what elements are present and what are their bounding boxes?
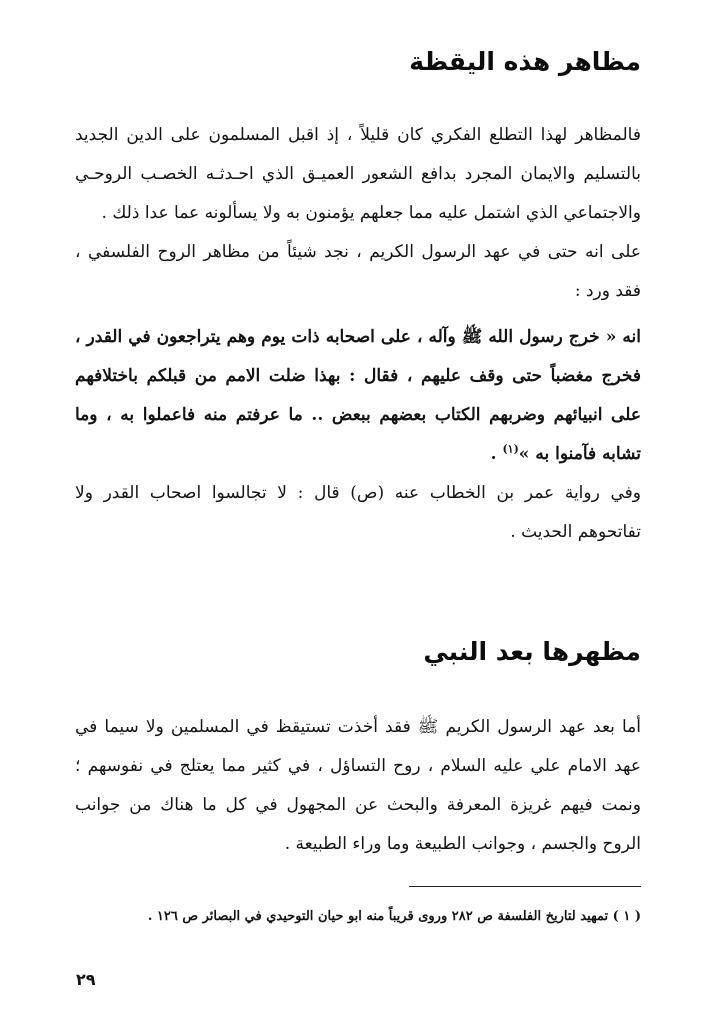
paragraph-prophet-era: على انه حتى في عهد الرسول الكريم ، نجد شيئاً من مظاهر الروح الفلسفي ، فقد ورد : (75, 242, 641, 301)
footnote: ( ١ ) تمهيد لتاريخ الفلسفة ص ٢٨٢ وروى قريباً منه ابو حيان التوحيدي في البصائر ص ١٢٦ . (147, 909, 641, 924)
paragraph-umar-narration: وفي رواية عمر بن الخطاب عنه (ص) قال : لا تجالسوا اصحاب القدر ولا تفاتحوهم الحديث . (75, 483, 641, 542)
hadith-quote-end: . (490, 444, 503, 464)
footnote-separator (409, 886, 641, 887)
paragraph-after-prophet: أما بعد عهد الرسول الكريم ﷺ فقد أخذت تستيقظ في المسلمين ولا سيما في عهد الامام علي عليه السلام ، روح التساؤل ، في كثير مما يعتلج في نفوسهم ؛ ونمت فيهم غريزة المعرفة والبحث عن المجهول في كل ما هناك من جوانب الروح والجسم ، وجوانب الطبيعة وما وراء الطبيعة . (75, 717, 641, 854)
section-heading-awakening: مظاهر هذه اليقظة (409, 47, 641, 76)
section-heading-after-prophet: مظهرها بعد النبي (423, 637, 641, 666)
page-number: ٢٩ (76, 970, 96, 989)
paragraph-hadith-quote (75, 318, 641, 474)
footnote-reference: (١) (502, 442, 519, 456)
hadith-quote-text: انه « خرج رسول الله ﷺ وآله ، على اصحابه ذات يوم وهم يتراجعون في القدر ، فخرج مغضباً حتى وقف عليهم ، فقال : بهذا ضلت الامم من قبلكم باختلافهم على انبيائهم وضربهم الكتاب بعضهم ببعض .. ما عرفتم منه فاعملوا به ، وما تشابه فآمنوا به » (75, 327, 641, 464)
paragraph-intellectual-aspiration: فالمظاهر لهذا التطلع الفكري كان قليلاً ، إذ اقبل المسلمون على الدين الجديد بالتسليم والايمان المجرد بدافع الشعور العميـق الذي احـدثـه الخصـب الروحـي والاجتماعي الذي اشتمل عليه مما جعلهم يؤمنون به ولا يسألونه عما عدا ذلك . (75, 125, 641, 223)
